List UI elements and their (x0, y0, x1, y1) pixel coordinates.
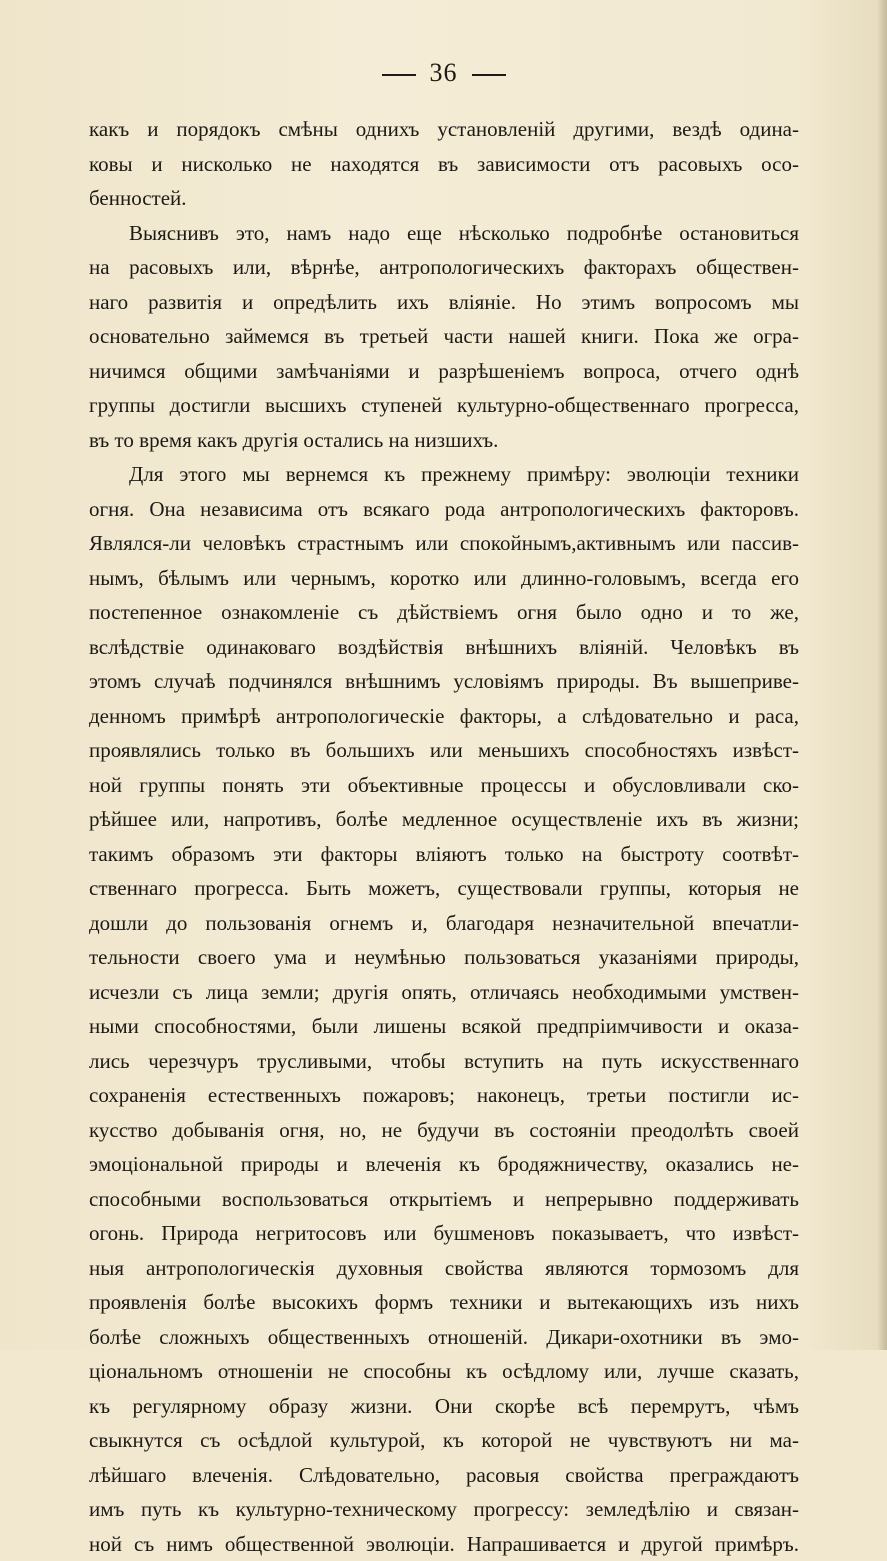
text-line: ковы и нисколько не находятся въ зависимости отъ расовыхъ осо- (89, 147, 799, 182)
text-line: проявлялись только въ большихъ или меньшихъ способностяхъ извѣст- (89, 733, 799, 768)
text-line: въ то время какъ другія остались на низшихъ. (89, 423, 799, 458)
text-line: бенностей. (89, 181, 799, 216)
text-line: на расовыхъ или, вѣрнѣе, антропологическихъ факторахъ обществен- (89, 250, 799, 285)
text-line: исчезли съ лица земли; другія опять, отличаясь необходимыми умствен- (89, 975, 799, 1010)
page-edge-shadow (877, 0, 887, 1350)
text-line: наго развитія и опредѣлить ихъ вліяніе. Но этимъ вопросомъ мы (89, 285, 799, 320)
text-line: сохраненія естественныхъ пожаровъ; наконецъ, третьи постигли ис- (89, 1078, 799, 1113)
text-line: ной съ нимъ общественной эволюціи. Напрашивается и другой примѣръ. (89, 1527, 799, 1561)
text-line: имъ путь къ культурно-техническому прогрессу: земледѣлію и связан- (89, 1492, 799, 1527)
header-dash-left (382, 74, 416, 76)
text-line: тельности своего ума и неумѣнью пользоваться указаніями природы, (89, 940, 799, 975)
page-header (0, 58, 887, 88)
text-line: лѣйшаго влеченія. Слѣдовательно, расовыя свойства преграждаютъ (89, 1458, 799, 1493)
text-line: ной группы понять эти объективные процессы и обусловливали ско- (89, 768, 799, 803)
text-line: огонь. Природа негритосовъ или бушменовъ показываетъ, что извѣст- (89, 1216, 799, 1251)
text-line: ственнаго прогресса. Быть можетъ, существовали группы, которыя не (89, 871, 799, 906)
text-line: рѣйшее или, напротивъ, болѣе медленное осуществленіе ихъ въ жизни; (89, 802, 799, 837)
text-line: какъ и порядокъ смѣны однихъ установленій другими, вездѣ одина- (89, 112, 799, 147)
text-line: свыкнутся съ осѣдлой культурой, къ которой не чувствуютъ ни ма- (89, 1423, 799, 1458)
text-line: группы достигли высшихъ ступеней культурно-общественнаго прогресса, (89, 388, 799, 423)
text-line: такимъ образомъ эти факторы вліяютъ только на быстроту соотвѣт- (89, 837, 799, 872)
text-line: основательно займемся въ третьей части нашей книги. Пока же огра- (89, 319, 799, 354)
text-line: ныя антропологическія духовныя свойства являются тормозомъ для (89, 1251, 799, 1286)
text-line: огня. Она независима отъ всякаго рода антропологическихъ факторовъ. (89, 492, 799, 527)
text-line: эмоціональной природы и влеченія къ бродяжничеству, оказались не- (89, 1147, 799, 1182)
text-line: ціональномъ отношеніи не способны къ осѣдлому или, лучше сказать, (89, 1354, 799, 1389)
text-line: денномъ примѣрѣ антропологическіе факторы, а слѣдовательно и раса, (89, 699, 799, 734)
body-text (89, 112, 799, 1561)
text-line: постепенное ознакомленіе съ дѣйствіемъ огня было одно и то же, (89, 595, 799, 630)
text-line: лись черезчуръ трусливыми, чтобы вступить на путь искусственнаго (89, 1044, 799, 1079)
text-line: способными воспользоваться открытіемъ и непрерывно поддерживать (89, 1182, 799, 1217)
text-line: Для этого мы вернемся къ прежнему примѣру: эволюціи техники (89, 457, 799, 492)
header-dash-right (472, 74, 506, 76)
text-line: кусство добыванія огня, но, не будучи въ состояніи преодолѣть своей (89, 1113, 799, 1148)
text-line: проявленія болѣе высокихъ формъ техники и вытекающихъ изъ нихъ (89, 1285, 799, 1320)
text-line: болѣе сложныхъ общественныхъ отношеній. Дикари-охотники въ эмо- (89, 1320, 799, 1355)
text-line: ными способностями, были лишены всякой предпріимчивости и оказа- (89, 1009, 799, 1044)
text-line: ничимся общими замѣчаніями и разрѣшеніемъ вопроса, отчего однѣ (89, 354, 799, 389)
text-line: вслѣдствіе одинаковаго воздѣйствія внѣшнихъ вліяній. Человѣкъ въ (89, 630, 799, 665)
text-line: къ регулярному образу жизни. Они скорѣе всѣ перемрутъ, чѣмъ (89, 1389, 799, 1424)
text-line: дошли до пользованія огнемъ и, благодаря незначительной впечатли- (89, 906, 799, 941)
text-line: нымъ, бѣлымъ или чернымъ, коротко или длинно-головымъ, всегда его (89, 561, 799, 596)
page-number: 36 (430, 58, 458, 87)
text-line: Выяснивъ это, намъ надо еще нѣсколько подробнѣе остановиться (89, 216, 799, 251)
text-line: этомъ случаѣ подчинялся внѣшнимъ условіямъ природы. Въ вышеприве- (89, 664, 799, 699)
text-line: Являлся-ли человѣкъ страстнымъ или спокойнымъ,активнымъ или пассив- (89, 526, 799, 561)
